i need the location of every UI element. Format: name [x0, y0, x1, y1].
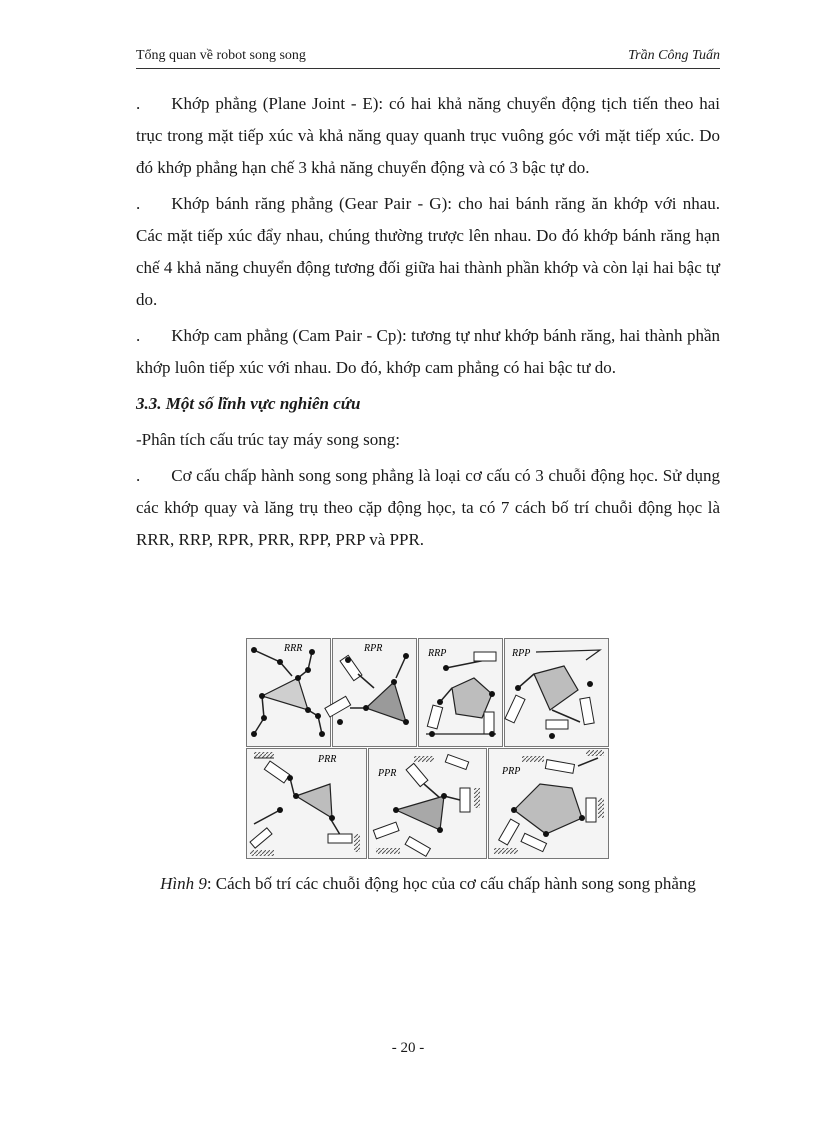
- panel-rrp: [419, 639, 503, 747]
- panel-label: RPP: [512, 648, 531, 659]
- paragraph-text: Khớp bánh răng phẳng (Gear Pair - G): cho hai bánh răng ăn khớp với nhau. Các mặt tiếp xúc đẩy nhau, chúng thường trược lên nhau. Do đó khớp bánh răng hạn chế 4 khả năng chuyển động tương đối giữa hai thành phần khớp và còn lại hai bậc tự do.: [136, 194, 720, 309]
- panel-label: RRR: [284, 643, 303, 654]
- paragraph: [136, 88, 720, 184]
- paragraph-text: Khớp cam phẳng (Cam Pair - Cp): tương tự như khớp bánh răng, hai thành phần khớp luôn tiếp xúc với nhau. Do đó, khớp cam phẳng có hai bậc tư do.: [136, 326, 720, 377]
- bullet-marker: .: [136, 326, 141, 345]
- dash-marker: -: [136, 430, 142, 449]
- panel-prp: [489, 749, 609, 859]
- header-title: Tổng quan về robot song song: [136, 48, 306, 63]
- panel-label: PRR: [318, 754, 337, 765]
- paragraph: [136, 188, 720, 316]
- panel-label: PPR: [378, 768, 397, 779]
- panel-rrr: [247, 639, 331, 747]
- panel-label: RPR: [364, 643, 383, 654]
- figure-kinematic-chains: [246, 638, 610, 860]
- paragraph-text: Khớp phẳng (Plane Joint - E): có hai khả năng chuyển động tịch tiến theo hai trục trong mặt tiếp xúc và khả năng quay quanh trục vuông góc với mặt tiếp xúc. Do đó khớp phẳng hạn chế 3 khả năng chuyển động và có 3 bậc tự do.: [136, 94, 720, 177]
- header-author: Trần Công Tuấn: [628, 48, 720, 63]
- bullet-marker: .: [136, 466, 141, 485]
- bullet-marker: .: [136, 94, 141, 113]
- paragraph: [136, 460, 720, 556]
- bullet-marker: .: [136, 194, 141, 213]
- panel-rpp: [505, 639, 609, 747]
- section-heading: 3.3. Một số lĩnh vực nghiên cứu: [136, 394, 361, 413]
- caption-text: : Cách bố trí các chuỗi động học của cơ cấu chấp hành song song phẳng: [206, 874, 696, 893]
- body-text: [136, 88, 720, 560]
- paragraph: [136, 320, 720, 384]
- dash-list-item: [136, 424, 720, 456]
- figure-caption: [136, 868, 720, 900]
- panel-rpr: [325, 639, 417, 747]
- panel-label: PRP: [502, 766, 521, 777]
- dash-item-text: Phân tích cấu trúc tay máy song song:: [141, 430, 400, 449]
- page-header: [136, 46, 720, 69]
- caption-label: Hình 9: [160, 874, 207, 893]
- panel-prr: [247, 749, 367, 859]
- page-number: - 20 -: [391, 1040, 425, 1056]
- panel-ppr: [369, 749, 487, 859]
- paragraph-text: Cơ cấu chấp hành song song phẳng là loại cơ cấu có 3 chuỗi động học. Sử dụng các khớp quay và lăng trụ theo cặp động học, ta có 7 cách bố trí chuỗi động học là RRR, RRP, RPR, PRR, RPP, PRP và PPR.: [136, 466, 720, 549]
- panel-label: RRP: [428, 648, 447, 659]
